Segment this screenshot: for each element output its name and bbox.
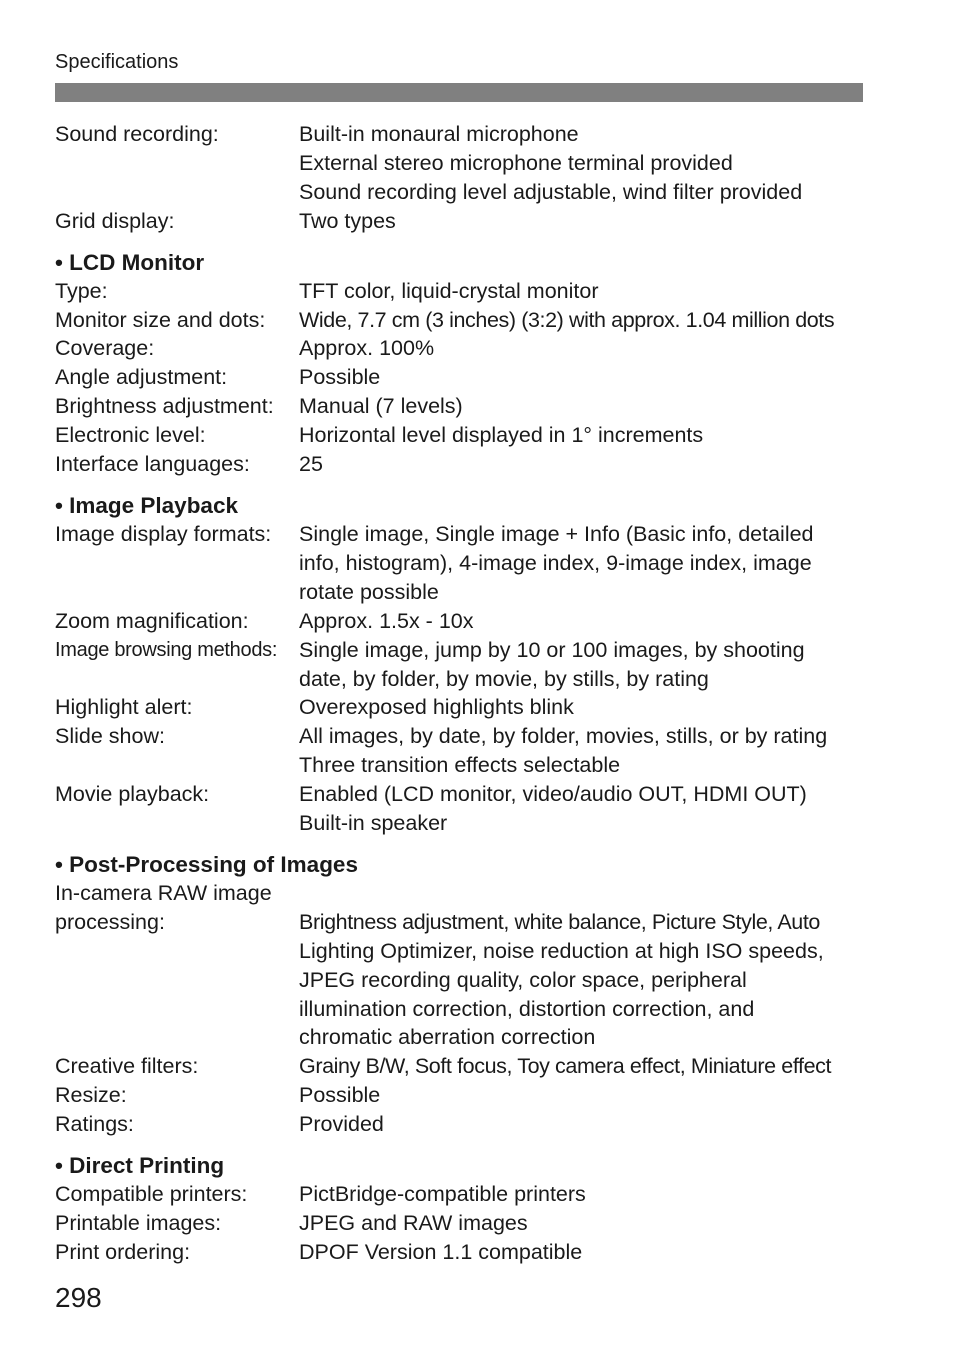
spec-value: JPEG and RAW images [299,1211,528,1235]
spec-value [299,879,875,908]
spec-value: External stereo microphone terminal provided [299,150,733,175]
spec-label [55,549,299,578]
page-number: 298 [55,1282,102,1313]
spec-label: Image browsing methods: [55,638,278,661]
section-heading: • Post-Processing of Images [55,851,358,877]
spec-value: illumination correction, distortion correction, and [299,996,755,1021]
spec-row [55,693,875,722]
spec-row [55,1023,875,1052]
spec-value: Approx. 100% [299,336,435,361]
spec-section [55,851,875,1139]
spec-label: Monitor size and dots: [55,307,266,332]
spec-label [55,178,299,207]
spec-value: DPOF Version 1.1 compatible [299,1239,583,1264]
section-heading: • LCD Monitor [55,249,205,275]
spec-label [55,149,299,178]
spec-row [55,1209,875,1238]
spec-value: PictBridge-compatible printers [299,1182,586,1207]
header-bar [55,83,863,102]
spec-value: Horizontal level displayed in 1° increments [299,423,704,448]
spec-row [55,578,875,607]
spec-label: Brightness adjustment: [55,394,274,419]
spec-row [55,120,875,149]
spec-label [55,966,299,995]
spec-row [55,966,875,995]
spec-row [55,1052,875,1081]
spec-value: All images, by date, by folder, movies, stills, or by rating [299,724,828,749]
spec-value: Wide, 7.7 cm (3 inches) (3:2) with approx. 1.04 million dots [299,307,835,332]
spec-label: Angle adjustment: [55,365,228,390]
spec-value: Possible [299,1083,381,1108]
spec-value: Overexposed highlights blink [299,695,574,720]
spec-row [55,879,875,908]
spec-value: Built-in monaural microphone [299,122,579,146]
spec-value: Approx. 1.5x - 10x [299,608,474,633]
spec-label: Zoom magnification: [55,608,249,633]
spec-row [55,450,875,479]
spec-label: Sound recording: [55,122,219,146]
spec-label: Electronic level: [55,423,206,448]
spec-value: Single image, Single image + Info (Basic info, detailed [299,521,814,546]
spec-value: Possible [299,365,381,390]
spec-label: Movie playback: [55,782,210,807]
spec-value: rotate possible [299,579,439,604]
spec-row [55,607,875,636]
spec-row [55,636,875,665]
spec-label: Highlight alert: [55,695,193,720]
section-heading: • Image Playback [55,492,238,518]
section-heading: • Direct Printing [55,1153,225,1179]
spec-label [55,578,299,607]
spec-label [55,809,299,838]
spec-label: Print ordering: [55,1239,191,1264]
spec-label: Ratings: [55,1112,134,1137]
header-label: Specifications [55,51,179,73]
spec-value: date, by folder, by movie, by stills, by rating [299,666,709,691]
spec-section [55,120,875,236]
spec-label: Type: [55,278,108,303]
spec-row [55,392,875,421]
spec-value: Manual (7 levels) [299,394,463,419]
spec-label: Compatible printers: [55,1182,248,1207]
spec-label [55,1023,299,1052]
spec-value: JPEG recording quality, color space, peripheral [299,967,747,992]
spec-row [55,421,875,450]
spec-value: Provided [299,1112,384,1137]
spec-row [55,780,875,809]
spec-label: Printable images: [55,1211,222,1235]
spec-row [55,722,875,751]
spec-value: TFT color, liquid-crystal monitor [299,278,599,303]
spec-label: Slide show: [55,724,165,749]
spec-value: Grainy B/W, Soft focus, Toy camera effect, Miniature effect [299,1054,832,1079]
spec-row [55,1110,875,1139]
spec-row [55,520,875,549]
spec-value: info, histogram), 4-image index, 9-image index, image [299,550,812,575]
spec-row [55,937,875,966]
spec-label: Image display formats: [55,521,272,546]
spec-row [55,908,875,937]
spec-value: chromatic aberration correction [299,1025,596,1050]
spec-value: Brightness adjustment, white balance, Picture Style, Auto [299,909,820,934]
spec-content [55,120,875,1267]
spec-value: Single image, jump by 10 or 100 images, by shooting [299,637,805,662]
spec-label: In-camera RAW image [55,880,272,905]
spec-row [55,995,875,1024]
spec-label: Creative filters: [55,1054,199,1079]
spec-label [55,937,299,966]
spec-label: Grid display: [55,208,175,233]
spec-row [55,549,875,578]
spec-value: Enabled (LCD monitor, video/audio OUT, HDMI OUT) [299,782,807,807]
spec-value: Built-in speaker [299,811,448,836]
spec-row [55,809,875,838]
spec-row [55,1180,875,1209]
spec-row [55,1238,875,1267]
spec-row [55,363,875,392]
spec-section [55,492,875,838]
spec-value: Two types [299,208,396,233]
spec-value: 25 [299,452,323,477]
spec-row [55,207,875,236]
spec-section [55,1152,875,1267]
spec-row [55,1081,875,1110]
spec-value: Three transition effects selectable [299,753,621,778]
spec-row [55,665,875,694]
spec-label: processing: [55,909,165,934]
spec-label [55,665,299,694]
spec-value: Lighting Optimizer, noise reduction at high ISO speeds, [299,938,824,963]
spec-label: Coverage: [55,336,155,361]
spec-label: Resize: [55,1083,127,1108]
spec-row [55,306,875,335]
spec-label [55,995,299,1024]
spec-row [55,149,875,178]
spec-row [55,277,875,306]
spec-row [55,751,875,780]
spec-value: Sound recording level adjustable, wind filter provided [299,179,803,204]
spec-label [55,751,299,780]
spec-label: Interface languages: [55,452,250,477]
spec-row [55,178,875,207]
spec-row [55,334,875,363]
spec-section [55,249,875,479]
